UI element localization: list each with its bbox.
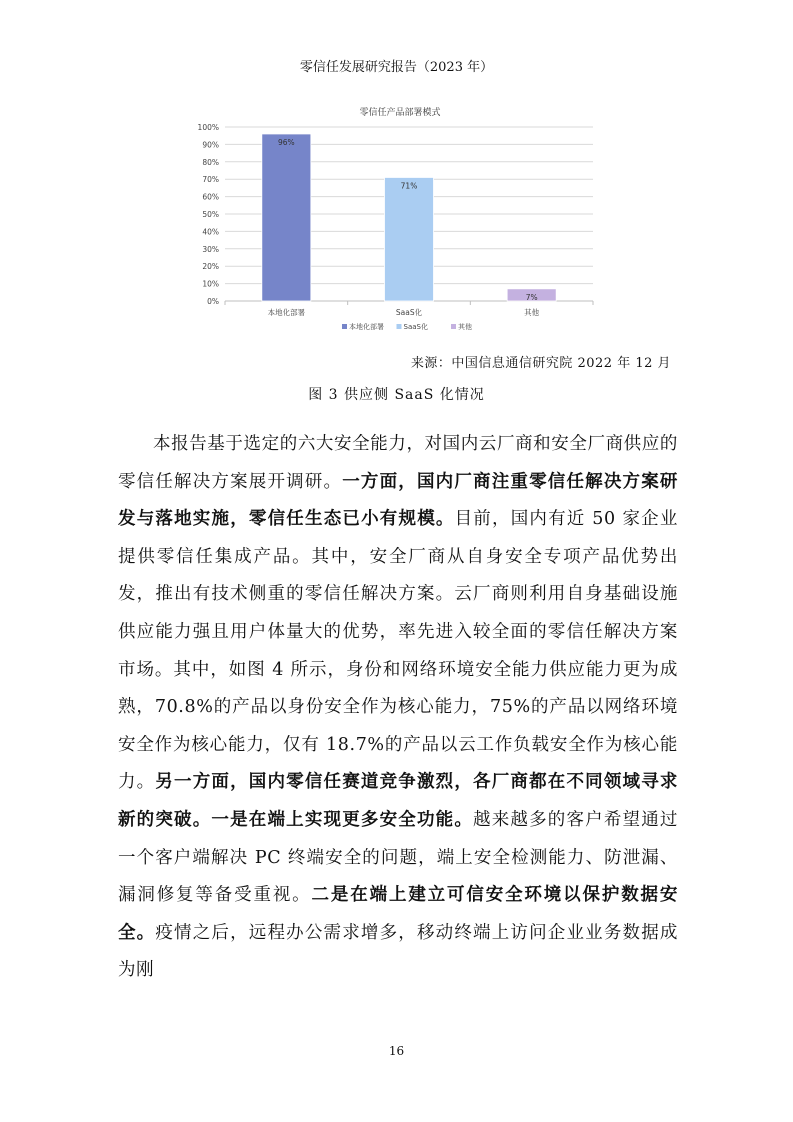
text-run: 目前，国内有近 50 家企业提供零信任集成产品。其中，安全厂商从自身安全专项产品优势出发，推出有技术侧重的零信任解决方案。云厂商则利用自身基础设施供应能力强且用户体量大的优势，率先进入较全面的零信任解决方案市场。其中，如图 4 所示，身份和网络环境安全能力供应能力更为成熟，70.8%的产品以身份安全作为核心能力，75%的产品以网络环境安全作为核心能力，仅有 18.7%的产品以云工作负载安全作为核心能力。 [118,509,678,793]
legend-swatch [397,324,402,329]
y-tick-label: 50% [202,210,219,219]
legend-label: 其他 [458,323,472,331]
y-tick-label: 90% [202,140,219,150]
chart-title: 零信任产品部署模式 [359,108,441,118]
bar [262,134,311,301]
bold-text-run: 一方面，国内厂商注重零信任解决方案研发与落地实施，零信任生态已小有规模。 [118,471,678,530]
x-tick-label: 其他 [524,308,540,317]
y-tick-label: 40% [202,227,219,237]
bar [385,177,434,301]
x-tick-label: 本地化部署 [267,308,306,317]
page-header: 零信任发展研究报告（2023 年） [299,60,494,75]
text-run: 越来越多的客户希望通过一个客户端解决 PC 终端安全的问题，端上安全检测能力、防泄漏、漏洞修复等备受重视。 [118,809,678,906]
legend-label: 本地化部署 [349,323,384,331]
body-text [118,426,678,990]
y-tick-label: 10% [202,279,219,289]
legend-swatch [451,324,456,329]
figure-source: 来源：中国信息通信研究院 2022 年 12 月 [410,356,671,371]
text-run: 疫情之后，远程办公需求增多，移动终端上访问企业业务数据成为刚 [118,922,678,981]
deployment-mode-chart [190,100,610,345]
figure-caption: 图 3 供应侧 SaaS 化情况 [308,387,485,403]
legend-label: SaaS化 [403,323,428,331]
y-tick-label: 80% [202,157,219,167]
bold-text-run: 二是在端上建立可信安全环境以保护数据安全。 [118,885,679,943]
bar-data-label: 7% [525,292,538,302]
y-tick-label: 20% [202,262,219,272]
bar-data-label: 71% [400,181,418,191]
y-tick-label: 60% [202,192,219,202]
body-paragraph [118,426,678,990]
chart-canvas [190,100,610,345]
y-tick-label: 100% [197,123,219,132]
y-tick-label: 70% [202,175,219,185]
y-tick-label: 30% [202,244,219,254]
bold-text-run: 另一方面，国内零信任赛道竞争激烈，各厂商都在不同领域寻求新的突破。一是在端上实现更多安全功能。 [118,772,678,830]
text-run: 本报告基于选定的六大安全能力，对国内云厂商和安全厂商供应的零信任解决方案展开调研。 [118,434,678,492]
y-tick-label: 0% [207,297,219,306]
legend-swatch [342,324,347,329]
x-tick-label: SaaS化 [395,308,423,317]
bar-data-label: 96% [277,137,295,147]
page-number: 16 [388,1044,405,1058]
